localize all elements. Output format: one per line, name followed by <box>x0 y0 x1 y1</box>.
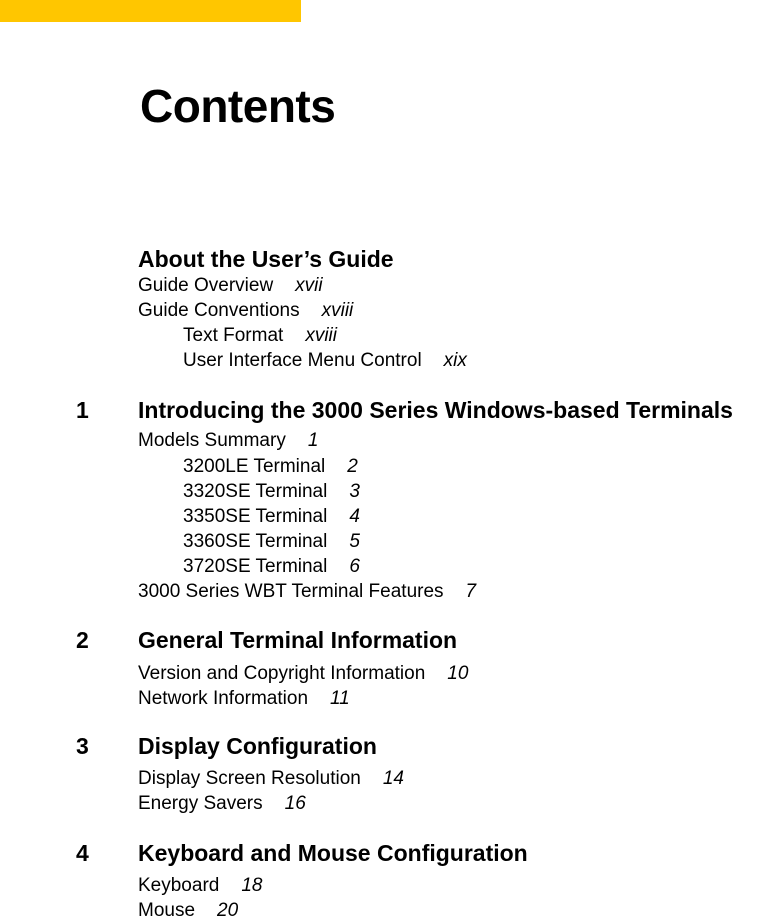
toc-entry-text: Network Information <box>138 688 309 709</box>
toc-entry-text: 3320SE Terminal <box>183 481 328 502</box>
toc-subentry[interactable] <box>183 555 360 579</box>
toc-page-number: 1 <box>307 430 319 451</box>
toc-page-number: 14 <box>382 768 404 789</box>
toc-entry-text: 3360SE Terminal <box>183 531 328 552</box>
toc-page-number: 10 <box>447 663 469 684</box>
toc-entry-text: 3720SE Terminal <box>183 556 328 577</box>
toc-subentry[interactable] <box>183 324 337 348</box>
chapter-number: 2 <box>76 627 89 653</box>
toc-entry[interactable] <box>138 299 353 323</box>
toc-page-number: xviii <box>305 325 337 346</box>
toc-entry-text: Guide Conventions <box>138 300 300 321</box>
toc-page-number: 16 <box>284 793 306 814</box>
toc-page-number: 3 <box>349 481 360 502</box>
toc-entry[interactable] <box>138 792 306 816</box>
toc-subentry[interactable] <box>183 455 358 479</box>
toc-entry-text: Mouse <box>138 900 196 919</box>
toc-entry-text: 3350SE Terminal <box>183 506 328 527</box>
chapter-title[interactable]: General Terminal Information <box>138 627 458 653</box>
toc-entry-text: Models Summary <box>138 430 286 451</box>
toc-entry-text: Version and Copyright Information <box>138 663 426 684</box>
toc-entry-text: 3000 Series WBT Terminal Features <box>138 581 444 602</box>
preface-heading[interactable]: About the User’s Guide <box>138 246 394 272</box>
toc-entry-text: Keyboard <box>138 875 220 896</box>
toc-entry[interactable] <box>138 687 350 711</box>
toc-entry[interactable] <box>138 662 468 686</box>
accent-bar <box>0 0 301 22</box>
toc-subentry[interactable] <box>183 349 467 373</box>
toc-entry[interactable] <box>138 274 323 298</box>
toc-page-number: 11 <box>330 688 350 709</box>
toc-page-number: 6 <box>349 556 360 577</box>
toc-subentry[interactable] <box>183 530 360 554</box>
toc-entry-text: Display Screen Resolution <box>138 768 361 789</box>
toc-entry[interactable] <box>138 580 476 604</box>
toc-subentry[interactable] <box>183 505 360 529</box>
chapter-number: 3 <box>76 733 89 759</box>
toc-page-number: xviii <box>321 300 354 321</box>
chapter-title[interactable]: Introducing the 3000 Series Windows-based Terminals <box>138 397 733 423</box>
chapter-number: 1 <box>76 397 89 423</box>
toc-page-number: 4 <box>349 506 360 527</box>
toc-entry-text: Guide Overview <box>138 275 274 296</box>
toc-page-number: xvii <box>295 275 323 296</box>
toc-page-number: xix <box>443 350 467 371</box>
chapter-title[interactable]: Keyboard and Mouse Configuration <box>138 840 528 866</box>
chapter-title[interactable]: Display Configuration <box>138 733 377 759</box>
toc-page-number: 2 <box>347 456 358 477</box>
toc-page-number: 20 <box>217 900 239 919</box>
toc-page-number: 5 <box>349 531 360 552</box>
toc-entry-text: Text Format <box>183 325 284 346</box>
toc-subentry[interactable] <box>183 480 360 504</box>
toc-page-number: 18 <box>241 875 263 896</box>
page-title: Contents <box>140 80 336 132</box>
toc-entry[interactable] <box>138 899 238 919</box>
toc-page-number: 7 <box>465 581 477 602</box>
chapter-number: 4 <box>76 840 89 866</box>
toc-entry[interactable] <box>138 874 262 898</box>
toc-entry-text: Energy Savers <box>138 793 263 814</box>
toc-entry-text: User Interface Menu Control <box>183 350 422 371</box>
toc-entry[interactable] <box>138 429 318 453</box>
toc-entry-text: 3200LE Terminal <box>183 456 326 477</box>
toc-entry[interactable] <box>138 767 404 791</box>
